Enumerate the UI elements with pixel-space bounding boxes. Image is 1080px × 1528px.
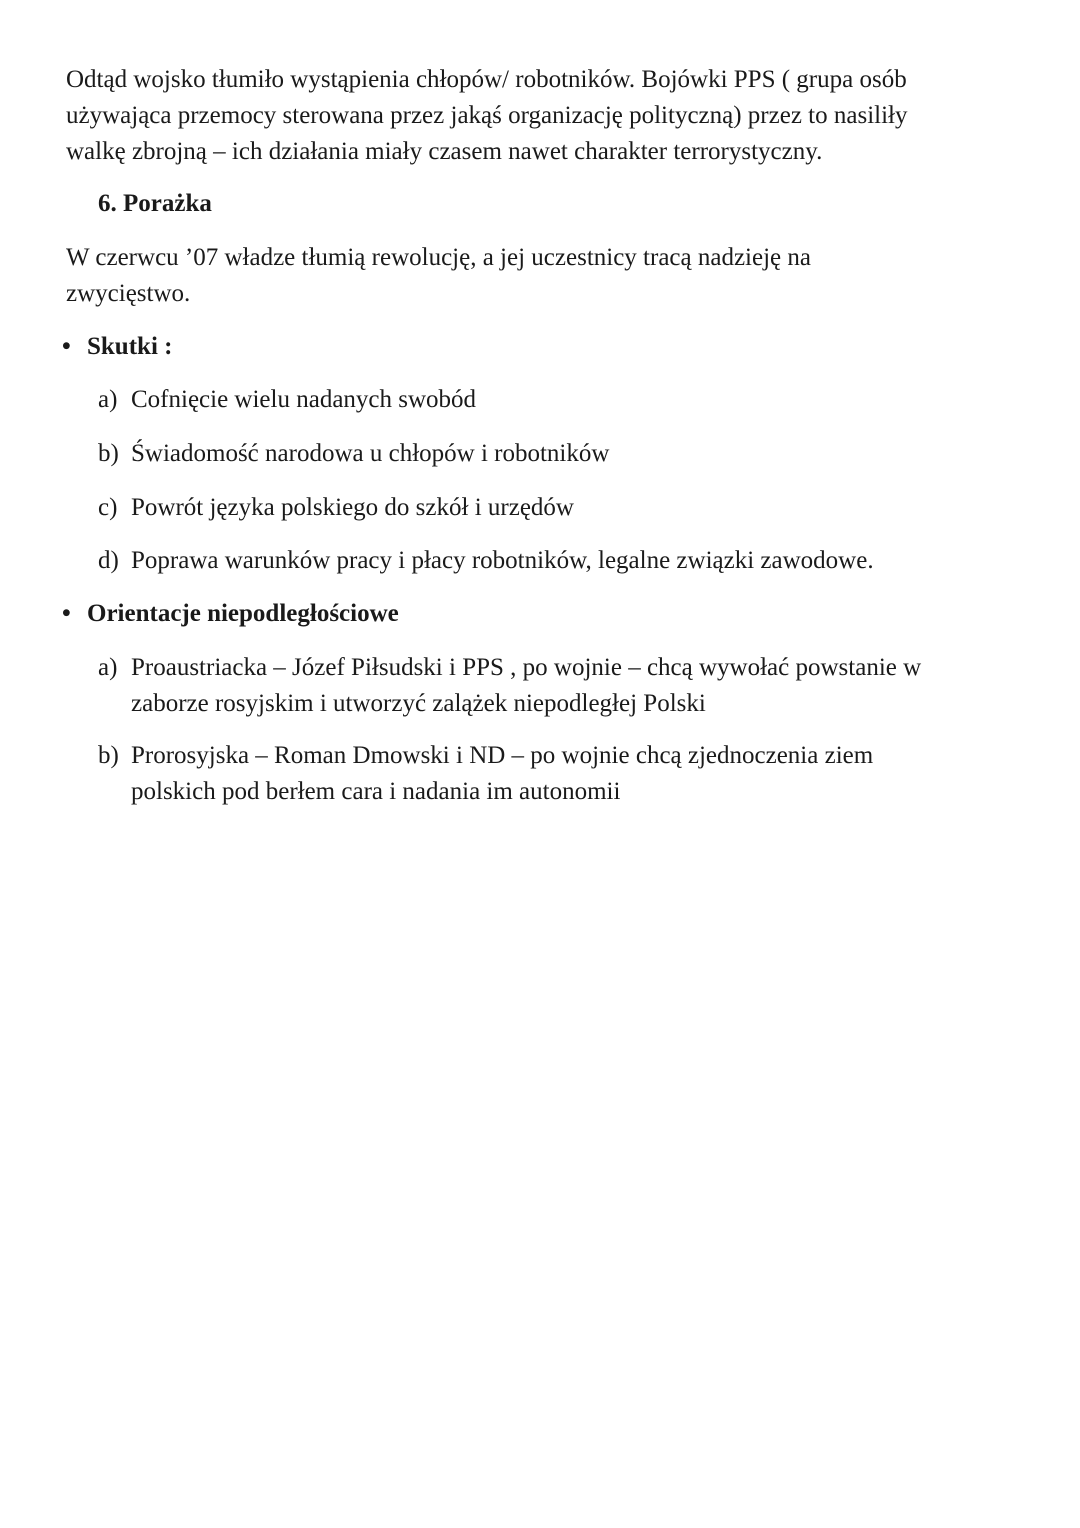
section-heading-porazka: 6. Porażka (98, 190, 212, 217)
porazka-line-1: W czerwcu ’07 władze tłumią rewolucję, a jej uczestnicy tracą nadzieję na (66, 244, 811, 271)
orientacje-item-b (98, 738, 1018, 810)
porazka-line-2: zwycięstwo. (66, 280, 191, 307)
bullet-icon: • (62, 600, 71, 627)
orientacje-b-line-1: Prorosyjska – Roman Dmowski i ND – po wojnie chcą zjednoczenia ziem (131, 742, 874, 769)
bullet-skutki (62, 329, 172, 365)
intro-line-1: Odtąd wojsko tłumiło wystąpienia chłopów/ robotników. Bojówki PPS ( grupa osób (66, 66, 907, 93)
list-item-text: Świadomość narodowa u chłopów i robotników (131, 440, 610, 467)
orientacje-a-line-2: zaborze rosyjskim i utworzyć zalążek niepodległej Polski (131, 690, 706, 717)
orientacje-item-a (98, 650, 1018, 722)
intro-line-3: walkę zbrojną – ich działania miały czasem nawet charakter terrorystyczny. (66, 138, 823, 165)
list-marker: d) (98, 547, 119, 574)
orientacje-a-line-1: Proaustriacka – Józef Piłsudski i PPS , po wojnie – chcą wywołać powstanie w (131, 654, 922, 681)
intro-line-2: używająca przemocy sterowana przez jakąś organizację polityczną) przez to nasiliły (66, 102, 908, 129)
list-marker: a) (98, 386, 118, 413)
list-marker: b) (98, 742, 119, 769)
orientacje-heading: Orientacje niepodległościowe (87, 600, 399, 627)
list-item-text: Powrót języka polskiego do szkół i urzędów (131, 494, 574, 521)
skutki-item-a (98, 382, 1018, 418)
intro-paragraph (66, 62, 1006, 170)
list-item-text (131, 738, 1018, 810)
porazka-paragraph (66, 240, 1006, 312)
list-marker: a) (98, 654, 118, 681)
bullet-orientacje (62, 596, 399, 632)
list-item-text: Cofnięcie wielu nadanych swobód (131, 386, 477, 413)
list-marker: b) (98, 440, 119, 467)
skutki-heading: Skutki : (87, 333, 173, 360)
list-marker: c) (98, 494, 118, 521)
skutki-item-b (98, 436, 1018, 472)
orientacje-b-line-2: polskich pod berłem cara i nadania im autonomii (131, 778, 621, 805)
skutki-item-d (98, 543, 1018, 579)
list-item-text: Poprawa warunków pracy i płacy robotników, legalne związki zawodowe. (131, 547, 874, 574)
skutki-item-c (98, 490, 1018, 526)
bullet-icon: • (62, 333, 71, 360)
list-item-text (131, 650, 1018, 722)
